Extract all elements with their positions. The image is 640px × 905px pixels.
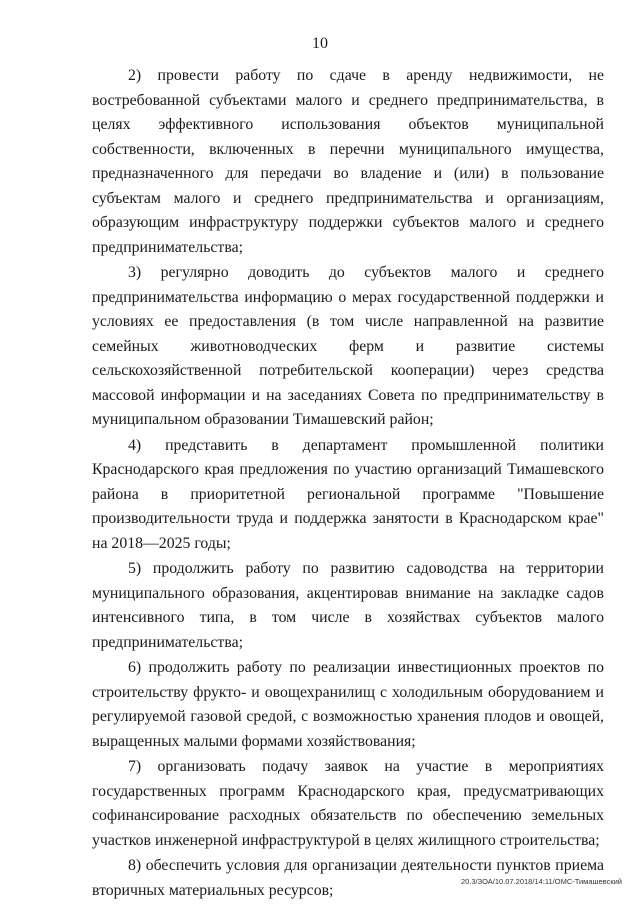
document-registration-stamp: 20.3/ЗОА/10.07.2018/14:11/ОМС-Тимашевский — [460, 877, 622, 886]
paragraph-item-7: 7) организовать подачу заявок на участие в мероприятиях государственных программ Краснодарского края, предусматривающих софинансирование расходных обязательств по обеспечению земельных участков инженерной инфраструктурой в целях жилищного строительства; — [92, 758, 604, 849]
paragraph-item-8: 8) обеспечить условия для организации деятельности пунктов приема вторичных материальных ресурсов; — [92, 857, 604, 899]
paragraph-item-2: 2) провести работу по сдаче в аренду недвижимости, не востребованной субъектами малого и среднего предпринимательства, в целях эффективного использования объектов муниципальной собственности, включенных в перечни муниципального имущества, предназначенного для передачи во владение и (или) в пользование субъектам малого и среднего предпринимательства и организациям, образующим инфраструктуру поддержки субъектов малого и среднего предпринимательства; — [92, 67, 604, 256]
page-number: 10 — [312, 35, 328, 52]
paragraph-item-6: 6) продолжить работу по реализации инвестиционных проектов по строительству фрукто- и овощехранилищ с холодильным оборудованием и регулируемой газовой средой, с возможностью хранения плодов и овощей, выращенных малыми формами хозяйствования; — [92, 659, 604, 750]
paragraph-item-3: 3) регулярно доводить до субъектов малого и среднего предпринимательства информацию о мерах государственной поддержки и условиях ее предоставления (в том числе направленной на развитие семейных животноводческих ферм и развитие системы сельскохозяйственной потребительской кооперации) через средства массовой информации и на заседаниях Совета по предпринимательству в муниципальном образовании Тимашевский район; — [92, 264, 604, 428]
document-body — [92, 64, 604, 903]
paragraph-item-5: 5) продолжить работу по развитию садоводства на территории муниципального образования, акцентировав внимание на закладке садов интенсивного типа, в том числе в хозяйствах субъектов малого предпринимательства; — [92, 560, 604, 651]
paragraph-item-4: 4) представить в департамент промышленной политики Краснодарского края предложения по участию организаций Тимашевского района в приоритетной региональной программе "Повышение производительности труда и поддержка занятости в Краснодарском крае" на 2018—2025 годы; — [92, 436, 604, 552]
